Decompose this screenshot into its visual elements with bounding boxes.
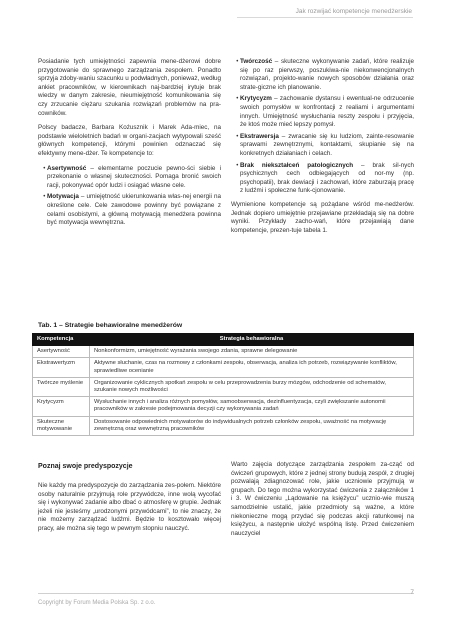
paragraph: Polscy badacze, Barbara Kożusznik i Marek Ada-miec, na podstawie wieloletnich badań w organi-zacjach wytypowali sześć głównych kompetencji, którymi powinien odznaczać się efektywny mene-dżer. Te kompetencje to: bbox=[38, 124, 221, 157]
list-item-term: Asertywność bbox=[47, 164, 87, 172]
list-item-text: – zachowanie dystansu i ewentual-ne odrzucenie swoich pomysłów w konfrontacji z realiami i argumentami innych. Umiejętność wysłuchania reszty zespołu i przyjęcia, że ktoś może mieć lepszy pomysł. bbox=[240, 95, 414, 129]
competency-list bbox=[231, 58, 414, 196]
list-item-term: Brak niekształceń patologicznych bbox=[240, 161, 354, 169]
competency-list bbox=[38, 165, 221, 228]
table-cell: Krytycyzm bbox=[33, 397, 90, 416]
table-cell: Ekstrawertyzm bbox=[33, 358, 90, 377]
paragraph: Warto zajęcia dotyczące zarządzania zespołem za-cząć od ćwiczeń grupowych, które z jednej strony budują zespół, z drugiej pozwalają zdiagnozować role, jakie uczniowie przyjmują w grupach. Do tego można wykorzystać ćwiczenia z załączników 1 i 3. W ćwiczeniu „Lądowanie na księżycu” ucznio-wie muszą samodzielnie ustalić, jakie przedmioty są ważne, a które niekonieczne mogą przydać się podczas akcji ratunkowej na księżycu, a następnie ułożyć wspólną listę. Przed ćwiczeniem nauczyciel bbox=[231, 461, 414, 537]
list-item-term: Twórczość bbox=[240, 58, 273, 65]
right-column-bottom bbox=[231, 461, 414, 544]
left-column-bottom bbox=[38, 482, 221, 540]
left-column-top bbox=[38, 58, 221, 231]
table-cell: Dostosowanie odpowiednich motywatorów do indywidualnych potrzeb członków zespołu, uważność na motywację zewnętrzną oraz wewnętrzną pracowników bbox=[90, 416, 414, 435]
list-item bbox=[240, 162, 414, 196]
table-cell: Nonkonformizm, umiejętność wyrażania swojego zdania, sprawne delegowanie bbox=[90, 346, 414, 358]
list-item-text: – umiejętność ukierunkowania włas-nej energii na określone cele. Cele zawodowe powinny być powiązane z celami osobistymi, a główną motywacją menedżera powinna być motywacja wewnętrzna. bbox=[47, 193, 221, 227]
list-item bbox=[240, 95, 414, 129]
table-row bbox=[33, 416, 414, 435]
copyright-text: Copyright by Forum Media Polska Sp. z o.o. bbox=[38, 600, 156, 606]
table-cell: Organizowanie cyklicznych spotkań zespołu w celu przeprowadzenia burzy mózgów, odchodzenie od schematów, szukanie nowych możliwości bbox=[90, 377, 414, 396]
list-item bbox=[240, 58, 414, 92]
table-header-cell: Kompetencja bbox=[33, 334, 90, 346]
strategy-table bbox=[32, 333, 414, 436]
table-header-row bbox=[33, 334, 414, 346]
paragraph: Nie każdy ma predyspozycje do zarządzania zes-połem. Niektóre osoby naturalnie przyjmują role przywódcze, inne wolą wycofać się i wykonywać zadanie albo dbać o atmosferę w grupie. Jednak jeżeli nie jesteśmy „urodzonymi przywódcami”, to nie znaczy, że nie możemy zarządzać ludźmi. Będzie to kosztowało więcej pracy, ale można się tego w pewnym stopniu nauczyć. bbox=[38, 482, 221, 532]
list-item-term: Krytycyzm bbox=[240, 95, 272, 103]
list-item-text: – brak sil-nych psychicznych cech odbiegających od nor-my (np. psychopatii), brak dewiacji i zachowań, które zaburzają pracę z ludźmi i społeczne funk-cjonowanie. bbox=[240, 161, 414, 195]
table-cell: Aktywne słuchanie, czas na rozmowy z członkami zespołu, obserwacja, analiza ich potrzeb, rozwiązywanie konfliktów, sprawiedliwe ocenianie bbox=[90, 358, 414, 377]
table-header-cell: Strategia behawioralna bbox=[90, 334, 414, 346]
footer-divider bbox=[38, 593, 414, 594]
list-item-term: Ekstrawersja bbox=[240, 132, 279, 140]
list-item-text: – zwracanie się ku ludziom, zainte-resowanie sprawami zewnętrznymi, kontaktami, skupianie się na konkretnych działaniach i celach. bbox=[240, 132, 414, 157]
table-cell: Asertywność bbox=[33, 346, 90, 358]
right-column-top bbox=[231, 58, 414, 241]
table-title: Tab. 1 – Strategie behawioralne menedżerów bbox=[38, 322, 183, 329]
table-row bbox=[33, 346, 414, 358]
table-cell: Wysłuchanie innych i analiza różnych pomysłów, samoobserwacja, dezinfluentyzacja, czyli zwiększanie autonomii pracowników w zakresie podejmowania decyzji czy wykonywania zadań bbox=[90, 397, 414, 416]
list-item-text: – skuteczne wykonywanie zadań, które realizuje się po raz pierwszy, poszukiwa-nie niekonwencjonalnych rozwiązań, projekto-wanie nowych sposobów działania oraz strate-giczne ich planowanie. bbox=[240, 58, 414, 91]
table-row bbox=[33, 358, 414, 377]
paragraph: Wymienione kompetencje są pożądane wśród me-nedżerów. Jednak dopiero umiejętnie przejawiane przekładają się na dobre wyniki. Przykłady zacho-wań, które przejawiają dane kompetencje, prezen-tuje tabela 1. bbox=[231, 200, 414, 234]
table-cell: Twórcze myślenie bbox=[33, 377, 90, 396]
list-item bbox=[47, 165, 221, 191]
list-item-term: Motywacja bbox=[47, 193, 79, 201]
page-number: 7 bbox=[410, 589, 414, 596]
list-item bbox=[240, 133, 414, 159]
table-cell: Skuteczne motywowanie bbox=[33, 416, 90, 435]
running-header: Jak rozwijać kompetencje menedżerskie bbox=[295, 8, 412, 15]
section-title: Poznaj swoje predyspozycje bbox=[38, 463, 133, 470]
table-row bbox=[33, 377, 414, 396]
list-item bbox=[47, 193, 221, 227]
table-row bbox=[33, 397, 414, 416]
list-item-text: – elementarne poczucie pewno-ści siebie i przekonanie o własnej skuteczności. Pomaga bronić swoich racji, pokonywać opór ludzi i osiągać własne cele. bbox=[47, 164, 221, 189]
header-divider bbox=[237, 17, 413, 18]
paragraph: Posiadanie tych umiejętności zapewnia mene-dżerowi dobre przygotowanie do sprawnego zarządzania zespołem. Ponadto sprzyja zdoby-waniu szacunku u podwładnych, ponieważ, według ankiet pracowników, w kierownikach naj-bardziej irytuje brak wiedzy w danym zakresie, nieumiejętność komunikowania się czy zrzucanie ciężaru szukania rozwiązań problemów na pra-cowników. bbox=[38, 58, 221, 117]
